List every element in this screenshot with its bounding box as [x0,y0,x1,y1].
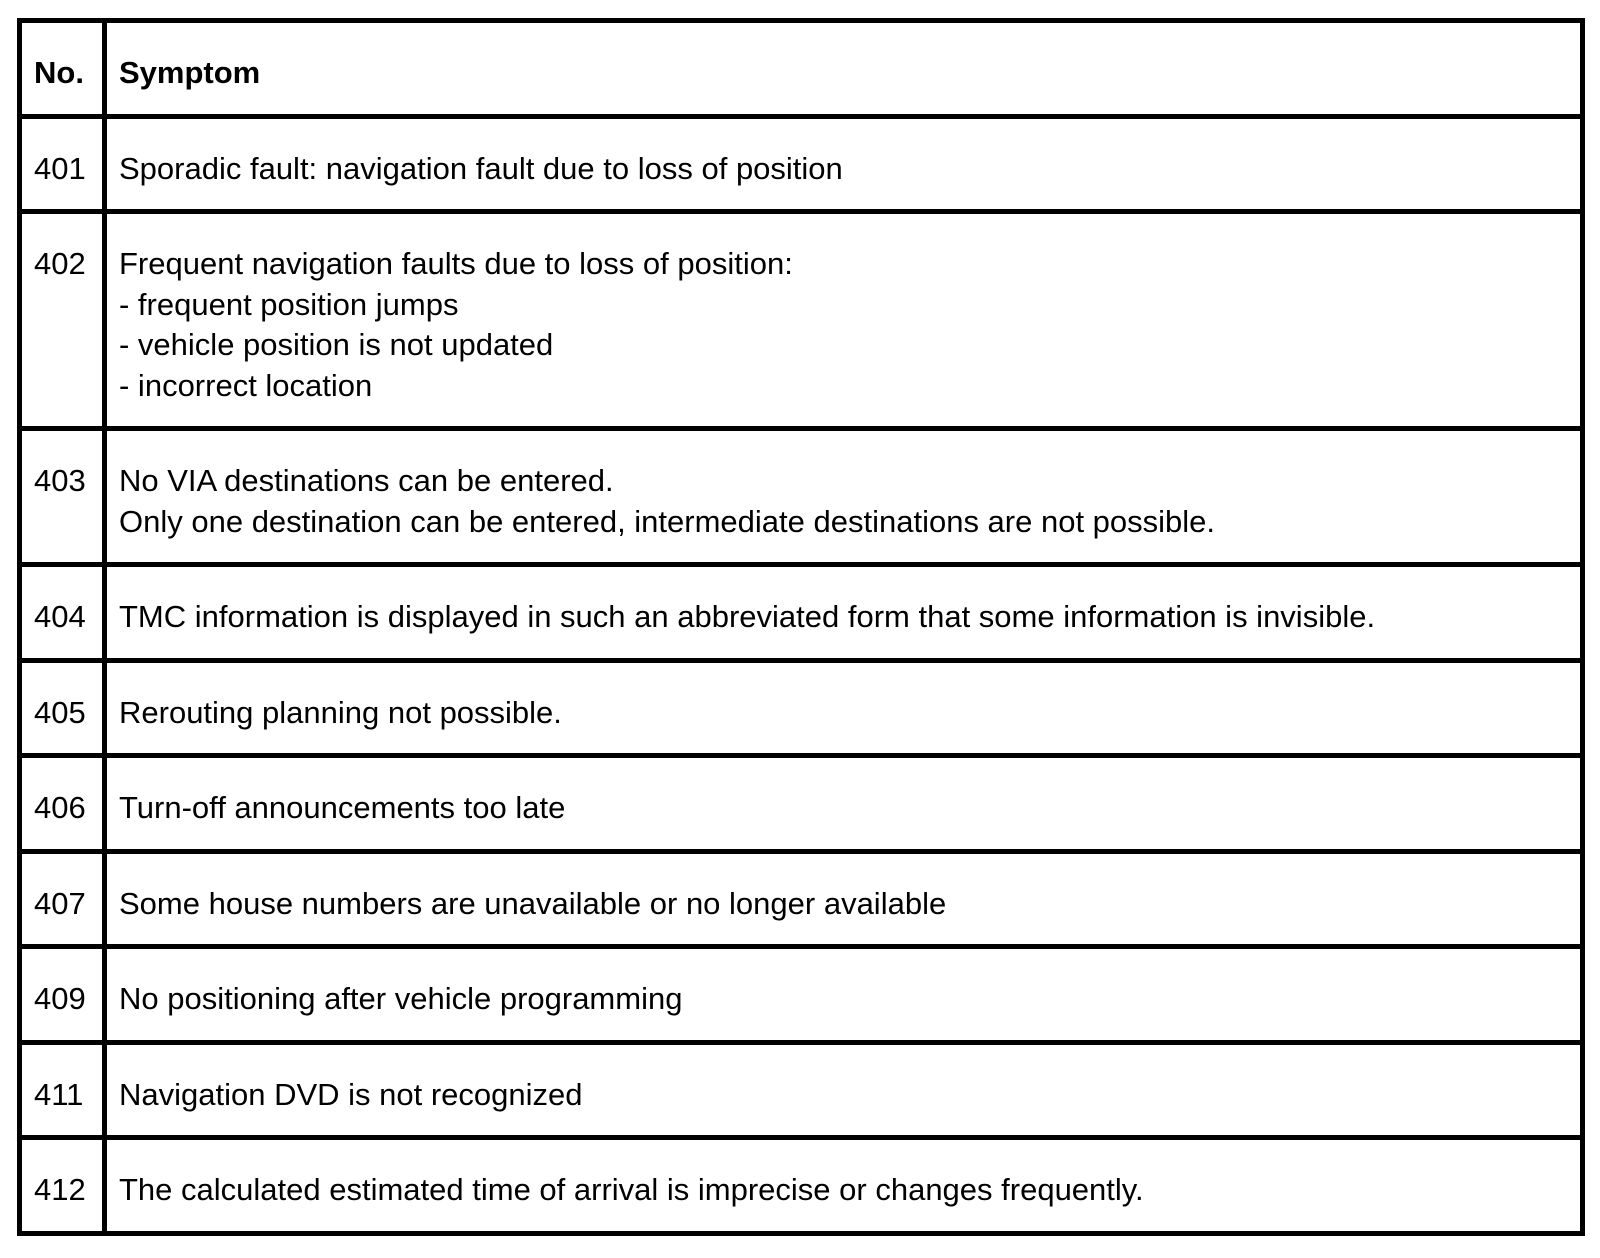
row-number-cell: 411 [20,1042,105,1138]
symptom-line: Turn-off announcements too late [119,790,566,825]
table-body [20,116,1583,1233]
table-row [20,212,1583,429]
symptom-line: No VIA destinations can be entered. [119,463,614,498]
symptom-cell [105,1042,1583,1138]
table-row [20,851,1583,947]
symptom-cell [105,851,1583,947]
symptom-line: - vehicle position is not updated [119,327,554,362]
row-number-cell: 409 [20,947,105,1043]
header-no: No. [20,21,105,117]
table-row [20,429,1583,565]
row-number-cell: 404 [20,565,105,661]
table-row [20,565,1583,661]
symptom-line: No positioning after vehicle programming [119,981,683,1016]
symptom-table [17,18,1585,1236]
symptom-cell [105,212,1583,429]
header-symptom: Symptom [105,21,1583,117]
symptom-cell [105,947,1583,1043]
table-header [20,21,1583,117]
row-number-cell: 401 [20,116,105,212]
symptom-cell [105,1138,1583,1234]
symptom-cell [105,756,1583,852]
symptom-line: Navigation DVD is not recognized [119,1076,583,1112]
symptom-cell [105,429,1583,565]
row-number-cell: 412 [20,1138,105,1234]
symptom-line: Frequent navigation faults due to loss of position: [119,246,793,281]
symptom-cell [105,565,1583,661]
symptom-line: Some house numbers are unavailable or no longer available [119,885,947,921]
symptom-line: Only one destination can be entered, intermediate destinations are not possible. [119,503,1216,539]
table-row [20,116,1583,212]
row-number-cell: 406 [20,756,105,852]
symptom-line: Sporadic fault: navigation fault due to loss of position [119,150,843,186]
symptom-line: Rerouting planning not possible. [119,694,562,730]
symptom-line: The calculated estimated time of arrival is imprecise or changes frequently. [119,1172,1144,1207]
table-row [20,1138,1583,1234]
symptom-line: TMC information is displayed in such an abbreviated form that some information is invisible. [119,599,1376,634]
row-number-cell: 405 [20,660,105,756]
row-number-cell: 402 [20,212,105,429]
header-row [20,21,1583,117]
table-row [20,660,1583,756]
row-number-cell: 407 [20,851,105,947]
symptom-line: - frequent position jumps [119,286,459,322]
symptom-line: - incorrect location [119,367,373,403]
table-row [20,756,1583,852]
symptom-cell [105,116,1583,212]
row-number-cell: 403 [20,429,105,565]
symptom-cell [105,660,1583,756]
table-row [20,1042,1583,1138]
table-row [20,947,1583,1043]
